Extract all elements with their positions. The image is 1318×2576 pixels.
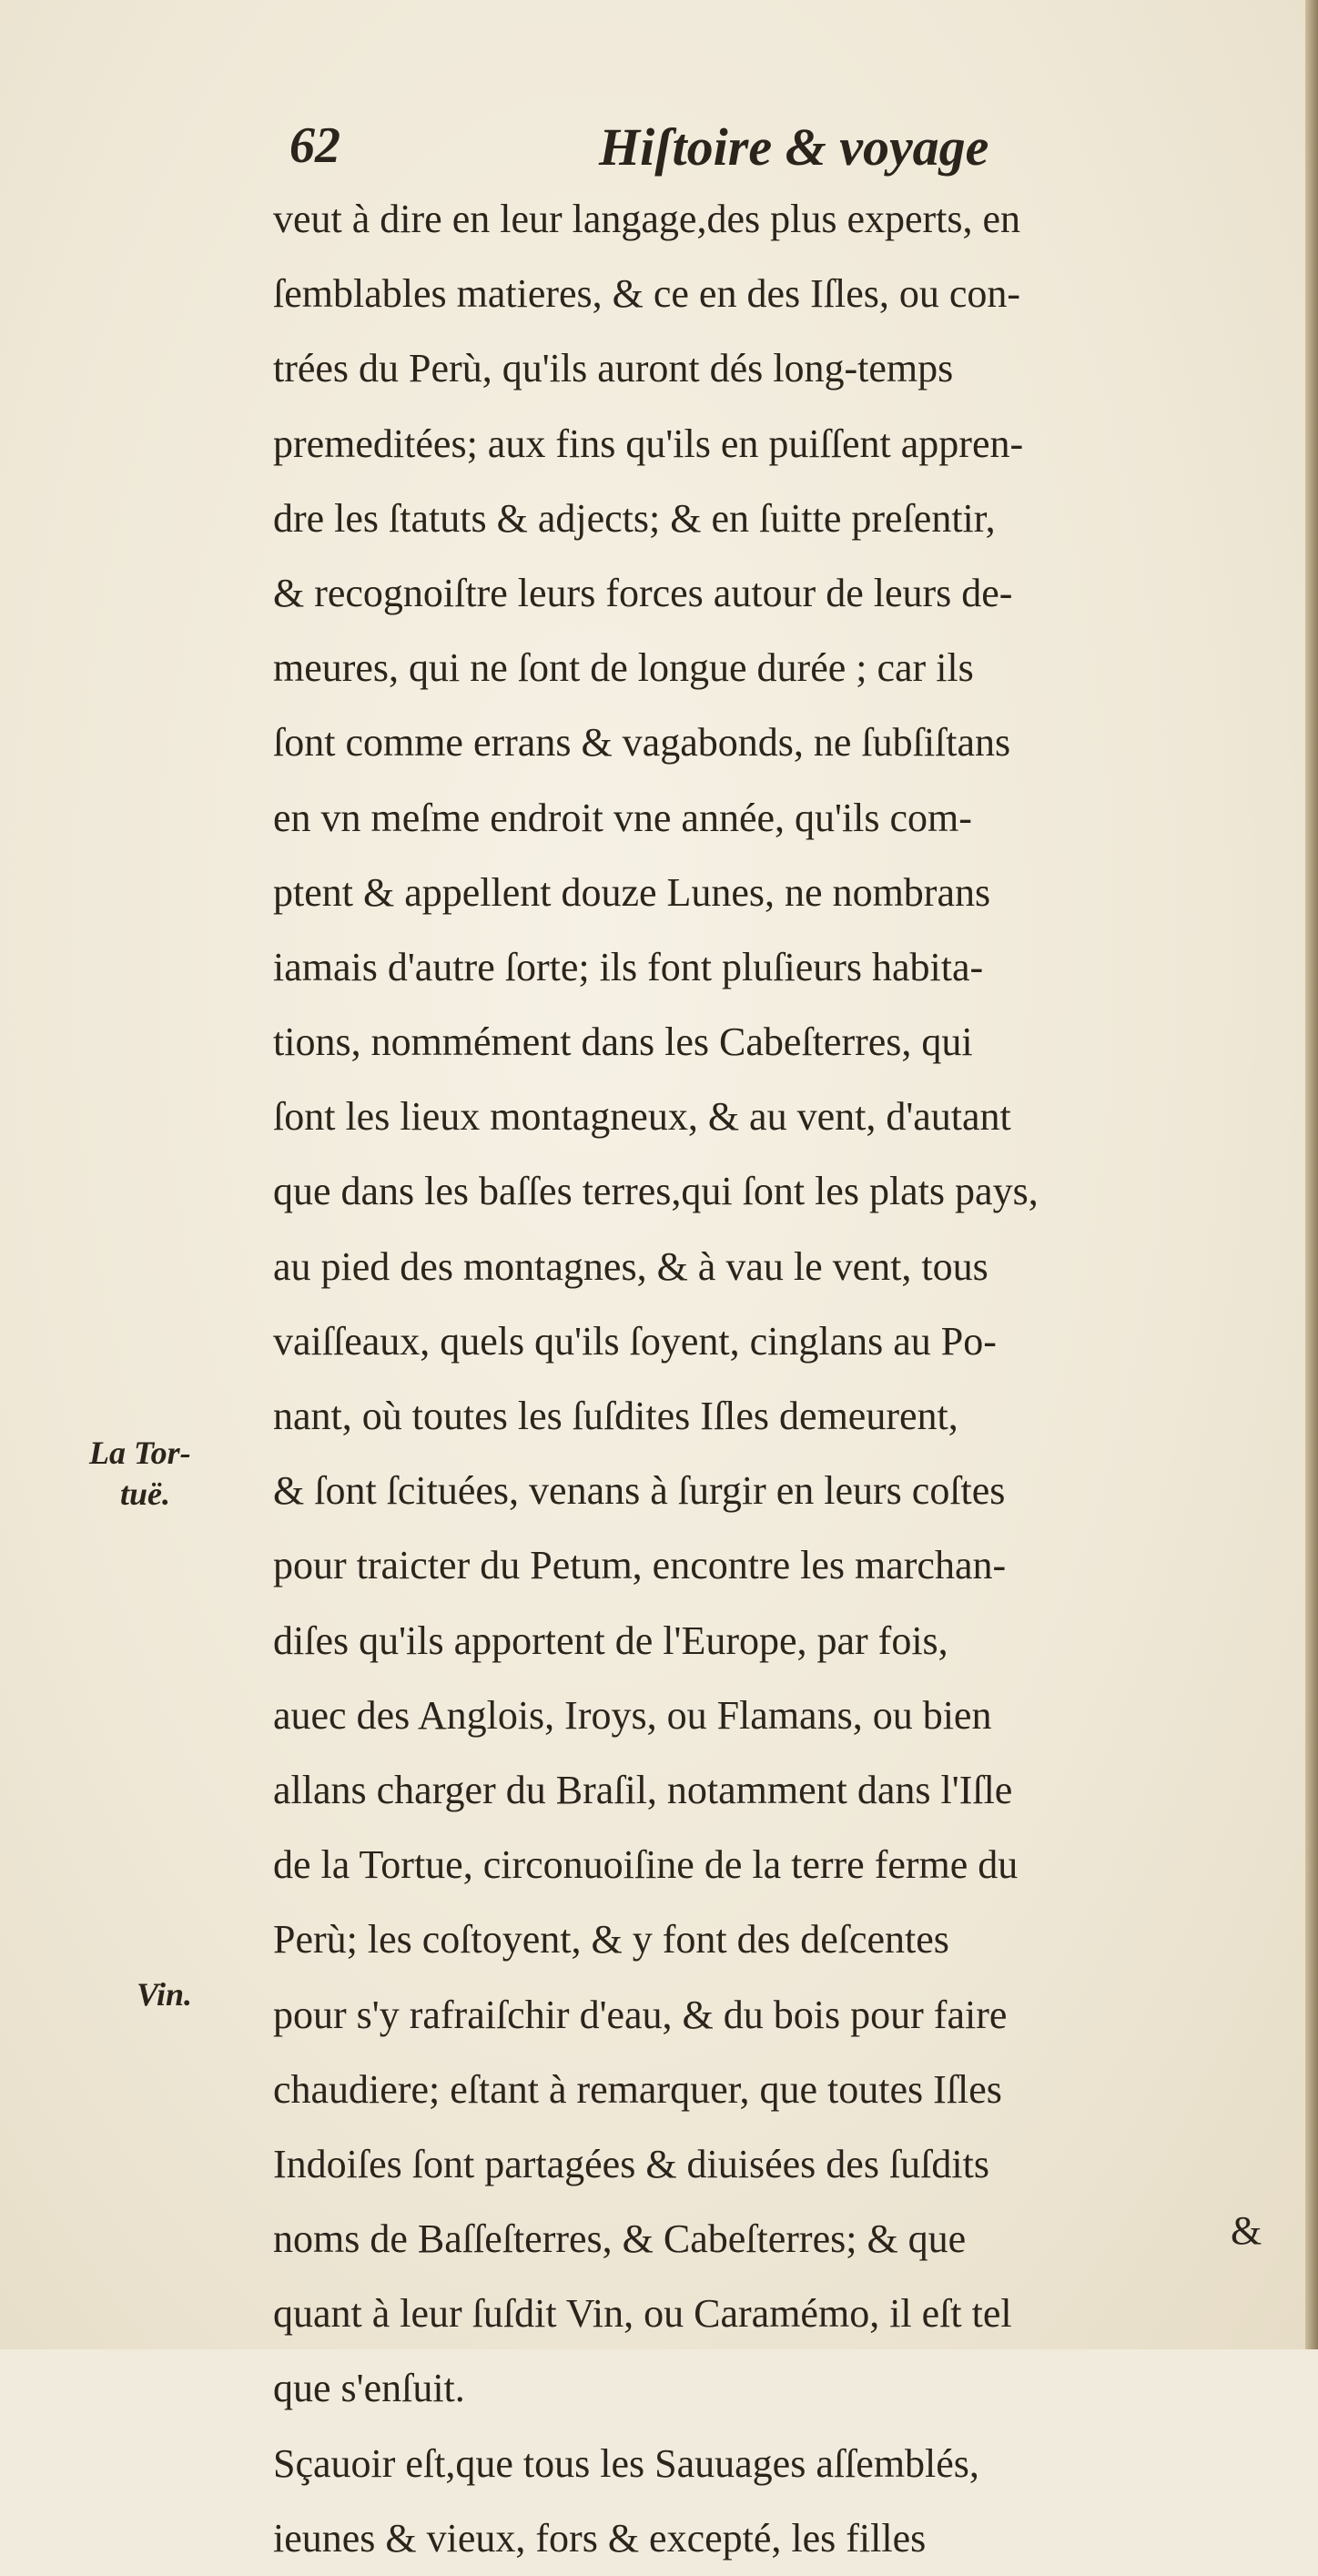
marginal-note-la-tortue: La Tor- xyxy=(89,1435,191,1471)
page-number: 62 xyxy=(289,117,340,174)
text-line: ſont comme errans & vagabonds, ne ſubſiſtans xyxy=(273,720,1011,766)
running-title: Hiſtoire & voyage xyxy=(599,117,989,177)
text-line: allans charger du Braſil, notamment dans l'Iſle xyxy=(273,1767,1013,1812)
marginal-note-vin: Vin. xyxy=(137,1976,193,2013)
text-line: diſes qu'ils apportent de l'Europe, par fois, xyxy=(273,1618,948,1663)
text-line: & ſont ſcituées, venans à ſurgir en leurs coſtes xyxy=(273,1468,1006,1514)
text-line: vaiſſeaux, quels qu'ils ſoyent, cinglans au Po- xyxy=(273,1318,997,1364)
text-line: pour traicter du Petum, encontre les marchan- xyxy=(273,1543,1007,1588)
text-line: premeditées; aux fins qu'ils en puiſſent appren- xyxy=(273,421,1024,466)
text-line: noms de Baſſeſterres, & Cabeſterres; & que xyxy=(273,2216,967,2262)
text-line: meures, qui ne ſont de longue durée ; car ils xyxy=(273,645,974,691)
text-line: ſemblables matieres, & ce en des Iſles, ou con- xyxy=(273,271,1021,317)
text-line: quant à leur ſuſdit Vin, ou Caramémo, il eſt tel xyxy=(273,2291,1012,2337)
text-line: au pied des montagnes, & à vau le vent, tous xyxy=(273,1243,988,1289)
text-line: ptent & appellent douze Lunes, ne nombrans xyxy=(273,869,991,915)
text-line: & recognoiſtre leurs forces autour de leurs de- xyxy=(273,570,1013,615)
text-line: iamais d'autre ſorte; ils font pluſieurs habita- xyxy=(273,944,984,989)
text-line: pour s'y rafraiſchir d'eau, & du bois pour faire xyxy=(273,1992,1008,2037)
text-line: que dans les baſſes terres,qui ſont les plats pays, xyxy=(273,1169,1039,1214)
text-line: que s'enſuit. xyxy=(273,2366,465,2411)
text-line: Indoiſes ſont partagées & diuisées des ſuſdits xyxy=(273,2141,989,2186)
text-line: tions, nommément dans les Cabeſterres, qui xyxy=(273,1019,973,1065)
text-line: de la Tortue, circonuoiſine de la terre ferme du xyxy=(273,1842,1019,1888)
text-line: en vn meſme endroit vne année, qu'ils com- xyxy=(273,795,972,840)
text-line: nant, où toutes les ſuſdites Iſles demeurent, xyxy=(273,1394,958,1438)
catchword: & xyxy=(1231,2208,1262,2253)
text-line: dre les ſtatuts & adjects; & en ſuitte preſentir, xyxy=(273,495,996,541)
page-edge xyxy=(1305,0,1318,2349)
page-header xyxy=(289,117,1291,180)
text-line: chaudiere; eſtant à remarquer, que toutes Iſles xyxy=(273,2066,1002,2112)
text-line: auec des Anglois, Iroys, ou Flamans, ou bien xyxy=(273,1692,992,1738)
text-line: ſont les lieux montagneux, & au vent, d'autant xyxy=(273,1094,1011,1140)
text-line: veut à dire en leur langage,des plus experts, en xyxy=(273,197,1021,241)
marginal-note-la-tortue-cont: tuë. xyxy=(120,1476,171,1512)
text-line: Sçauoir eſt,que tous les Sauuages aſſemblés, xyxy=(273,2440,979,2486)
body-text xyxy=(273,182,1283,2576)
text-line: ieunes & vieux, fors & excepté, les filles xyxy=(273,2515,927,2561)
text-line: Perù; les coſtoyent, & y font des deſcentes xyxy=(273,1917,949,1962)
text-line: trées du Perù, qu'ils auront dés long-temps xyxy=(273,346,954,391)
